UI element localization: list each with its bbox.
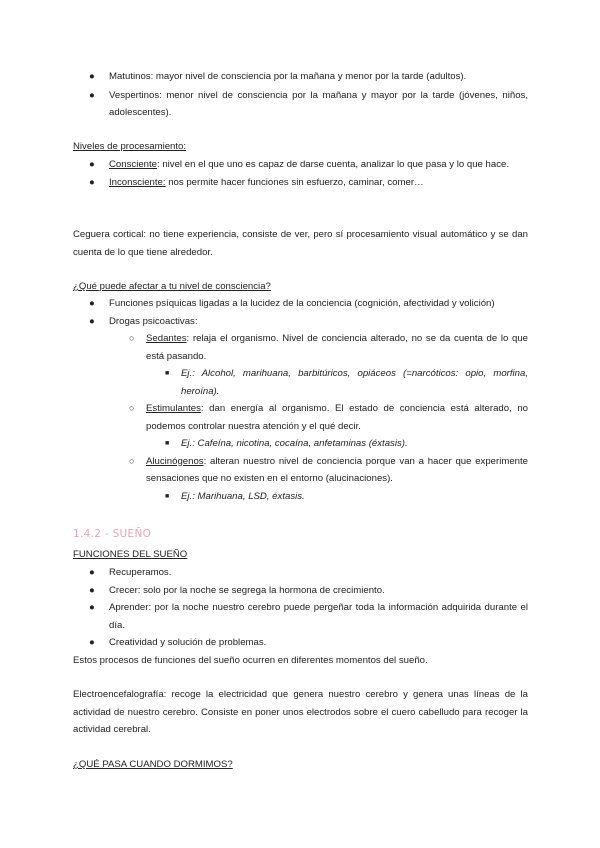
bullet-icon: ● [89,298,95,309]
funciones-note: Estos procesos de funciones del sueño ocurren en diferentes momentos del sueño. [73,655,428,666]
term-alucinogenos: Alucinógenos [146,455,204,467]
list-item-text: Drogas psicoactivas: [109,315,198,327]
square-bullet-icon: ■ [165,370,170,377]
list-item [73,599,528,634]
eeg-paragraph: Electroencefalografía: recoge la electricidad que genera nuestro cerebro y genera unas líneas de la actividad de nuestro cerebro. Consiste en poner unos electrodos sobre el cuero cabelludo para recoger la actividad cerebral. [73,689,528,735]
circle-bullet-icon: ○ [129,403,135,413]
list-item-text: Funciones psíquicas ligadas a la lucidez de la conciencia (cognición, afectividad y volición) [109,298,495,309]
list-item-text: Creatividad y solución de problemas. [109,637,267,648]
circle-bullet-icon: ○ [129,455,135,466]
list-item-text: Vespertinos: menor nivel de consciencia por la mañana y mayor por la tarde (jóvenes, niños, adolescentes). [109,89,528,118]
bullet-icon: ● [89,159,95,170]
bullet-icon: ● [89,176,95,188]
list-item [73,174,528,192]
list-item [73,634,528,652]
funciones-heading: FUNCIONES DEL SUEÑO [73,549,188,560]
bullet-icon: ● [89,71,95,82]
list-item [73,68,528,86]
list-item-text: Matutinos: mayor nivel de consciencia por la mañana y menor por la tarde (adultos). [109,71,467,82]
square-bullet-icon: ■ [165,440,170,447]
afectar-heading: ¿Qué puede afectar a tu nivel de consciencia? [73,281,271,292]
funciones-list [73,564,528,652]
term-consciente: Consciente [109,159,157,170]
term-inconsciente: Inconsciente: [109,176,166,188]
list-item [73,564,528,582]
example-text: Ej.: Cafeína, nicotina, cocaína, anfetaminas (éxtasis). [181,438,408,449]
list-item-text: : dan energía al organismo. El estado de conciencia está alterado, no podemos controlar nuestra atención y el qué decir. [146,403,528,432]
list-item-text: : relaja el organismo. Nivel de conciencia alterado, no se da cuenta de lo que está pasando. [146,333,528,362]
example-text: Ej.: Alcohol, marihuana, barbitúricos, opiáceos (=narcóticos: opio, morfina, heroína). [181,368,528,397]
list-item [73,295,528,313]
bullet-icon: ● [89,584,95,596]
list-item [73,156,528,174]
section-title: 1.4.2 - SUEÑO [73,528,152,540]
list-item-example [73,488,528,506]
niveles-list [73,156,528,191]
example-text: Ej.: Marihuana, LSD, éxtasis. [181,490,305,502]
consciousness-type-list [73,68,528,122]
bullet-icon: ● [89,315,95,327]
list-item [73,87,528,122]
bullet-icon: ● [89,637,95,648]
list-item [73,313,528,331]
term-estimulantes: Estimulantes [146,403,201,414]
list-item-alucinogenos [73,453,528,488]
bullet-icon: ● [89,567,95,578]
list-item-text: Aprender: por la noche nuestro cerebro puede pergeñar toda la información adquirida durante el día. [109,602,528,631]
list-item-sedantes [73,330,528,365]
square-bullet-icon: ■ [165,492,170,500]
bullet-icon: ● [89,89,95,101]
list-item-text: Crecer: solo por la noche se segrega la hormona de crecimiento. [109,584,385,596]
niveles-heading: Niveles de procesamiento: [73,141,187,152]
list-item-example [73,435,528,453]
list-item-text: Recuperamos. [109,567,172,578]
ceguera-paragraph: Ceguera cortical: no tiene experiencia, consiste de ver, pero sí procesamiento visual automático y se dan cuenta de lo que tiene alrededor. [73,229,528,258]
list-item-estimulantes [73,400,528,435]
afectar-list [73,295,528,505]
que-pasa-heading: ¿QUÉ PASA CUANDO DORMIMOS? [73,759,233,770]
list-item [73,582,528,600]
list-item-text: nos permite hacer funciones sin esfuerzo, caminar, comer… [165,176,424,188]
term-sedantes: Sedantes [146,333,187,344]
bullet-icon: ● [89,602,95,613]
list-item-example [73,365,528,400]
list-item-text: : alteran nuestro nivel de conciencia porque van a hacer que experimente sensaciones que no existen en el entorno (alucinaciones). [146,455,528,484]
list-item-text: : nivel en el que uno es capaz de darse cuenta, analizar lo que pasa y lo que hace. [157,159,510,170]
circle-bullet-icon: ○ [129,333,135,343]
